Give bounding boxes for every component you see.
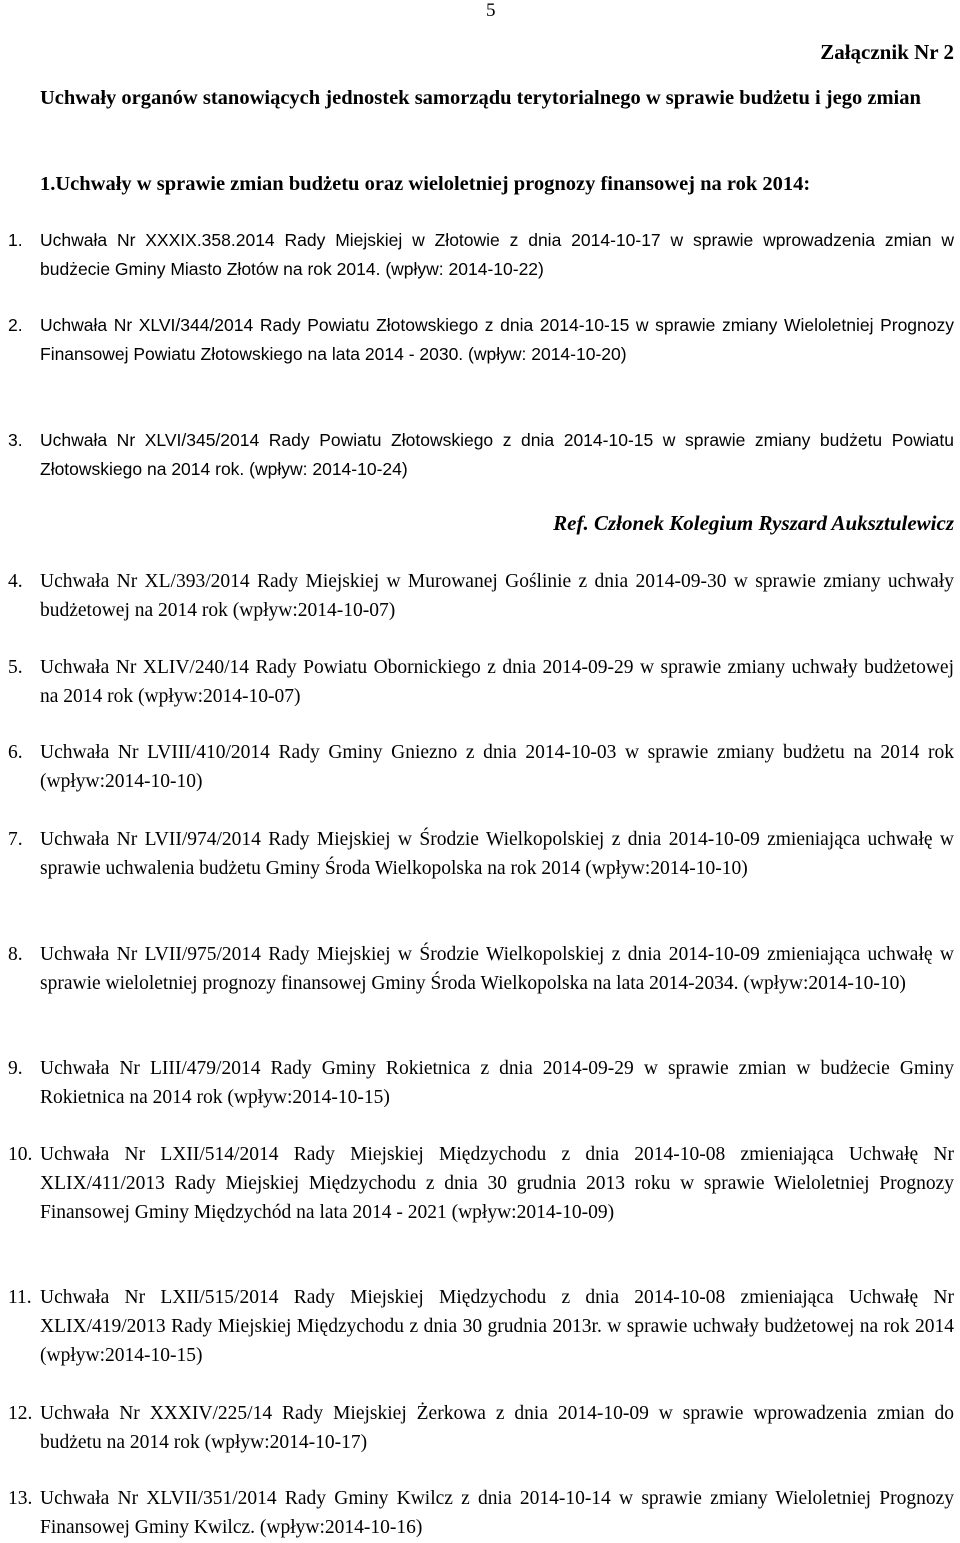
- item-text: [40, 1484, 954, 1542]
- item-text: [40, 1140, 954, 1228]
- item-number: 1.: [8, 230, 23, 250]
- item-number: 9.: [8, 1058, 23, 1079]
- item-text: [40, 653, 954, 711]
- item-body: Uchwała Nr XLVII/351/2014 Rady Gminy Kwilcz z dnia 2014-10-14 w sprawie zmiany Wieloletniej Prognozy Finansowej Gminy Kwilcz. (wpływ:2014-10-16): [40, 1488, 954, 1539]
- item-body: Uchwała Nr LXII/514/2014 Rady Miejskiej Międzychodu z dnia 2014-10-08 zmieniająca Uchwałę Nr XLIX/411/2013 Rady Miejskiej Międzychodu z dnia 30 grudnia 2013 roku w sprawie Wieloletniej Prognozy Finansowej Gminy Międzychód na lata 2014 - 2021 (wpływ:2014-10-09): [40, 1144, 954, 1224]
- list-item: [0, 1399, 956, 1457]
- item-text: [40, 825, 954, 883]
- item-text: [40, 1399, 954, 1457]
- item-text: [40, 1054, 954, 1112]
- list-item: [0, 311, 956, 369]
- annex-label: Załącznik Nr 2: [820, 40, 954, 64]
- item-number: 12.: [8, 1403, 33, 1424]
- list-item: [0, 1283, 956, 1371]
- item-number: 11.: [8, 1287, 32, 1308]
- item-text: [40, 426, 954, 484]
- item-number: 2.: [8, 315, 23, 335]
- item-body: Uchwała Nr LVII/974/2014 Rady Miejskiej w Środzie Wielkopolskiej z dnia 2014-10-09 zmieniająca uchwałę w sprawie uchwalenia budżetu Gminy Środa Wielkopolska na rok 2014 (wpływ:2014-10-10): [40, 829, 954, 880]
- item-body: Uchwała Nr LVII/975/2014 Rady Miejskiej w Środzie Wielkopolskiej z dnia 2014-10-09 zmieniająca uchwałę w sprawie wieloletniej prognozy finansowej Gminy Środa Wielkopolska na lata 2014-2034. (wpływ:2014-10-10): [40, 944, 954, 995]
- reviewer-reference: Ref. Członek Kolegium Ryszard Auksztulewicz: [553, 511, 954, 535]
- item-number: 13.: [8, 1488, 33, 1509]
- list-item: [0, 738, 956, 796]
- item-text: [40, 567, 954, 625]
- item-text: [40, 1283, 954, 1371]
- list-item: [0, 940, 956, 998]
- list-item: [0, 653, 956, 711]
- item-number: 7.: [8, 829, 23, 850]
- item-text: [40, 738, 954, 796]
- list-item: [0, 1054, 956, 1112]
- document-heading: Uchwały organów stanowiących jednostek samorządu terytorialnego w sprawie budżetu i jego zmian: [40, 87, 921, 109]
- section-heading: 1.Uchwały w sprawie zmian budżetu oraz wieloletniej prognozy finansowej na rok 2014:: [40, 173, 811, 195]
- list-item: [0, 426, 956, 484]
- item-body: Uchwała Nr XL/393/2014 Rady Miejskiej w Murowanej Goślinie z dnia 2014-09-30 w sprawie zmiany uchwały budżetowej na 2014 rok (wpływ:2014-10-07): [40, 571, 954, 622]
- list-item: [0, 1140, 956, 1228]
- item-body: Uchwała Nr XLIV/240/14 Rady Powiatu Obornickiego z dnia 2014-09-29 w sprawie zmiany uchwały budżetowej na 2014 rok (wpływ:2014-10-07): [40, 657, 954, 708]
- item-number: 10.: [8, 1144, 33, 1165]
- list-item: [0, 1484, 956, 1542]
- item-body: Uchwała Nr LXII/515/2014 Rady Miejskiej Międzychodu z dnia 2014-10-08 zmieniająca Uchwałę Nr XLIX/419/2013 Rady Miejskiej Międzychodu z dnia 30 grudnia 2013r. w sprawie uchwały budżetowej na rok 2014 (wpływ:2014-10-15): [40, 1287, 954, 1367]
- item-number: 5.: [8, 657, 23, 678]
- item-body: Uchwała Nr XLVI/344/2014 Rady Powiatu Złotowskiego z dnia 2014-10-15 w sprawie zmiany Wieloletniej Prognozy Finansowej Powiatu Złotowskiego na lata 2014 - 2030.: [40, 315, 954, 365]
- item-body: Uchwała Nr XXXIV/225/14 Rady Miejskiej Żerkowa z dnia 2014-10-09 w sprawie wprowadzenia zmian do budżetu na 2014 rok (wpływ:2014-10-17): [40, 1403, 954, 1454]
- page-number: 5: [486, 0, 496, 21]
- item-inflow-date: (wpływ: 2014-10-20): [463, 344, 627, 365]
- item-body: Uchwała Nr XXXIX.358.2014 Rady Miejskiej w Złotowie z dnia 2014-10-17 w sprawie wprowadzenia zmian w budżecie Gminy Miasto Złotów na rok 2014.: [40, 230, 954, 280]
- item-text: [40, 311, 954, 369]
- item-body: Uchwała Nr LIII/479/2014 Rady Gminy Rokietnica z dnia 2014-09-29 w sprawie zmian w budżecie Gminy Rokietnica na 2014 rok (wpływ:2014-10-15): [40, 1058, 954, 1109]
- list-item: [0, 226, 956, 284]
- item-inflow-date: (wpływ: 2014-10-22): [380, 259, 544, 280]
- item-number: 3.: [8, 430, 23, 450]
- list-item: [0, 567, 956, 625]
- item-number: 4.: [8, 571, 23, 592]
- item-number: 6.: [8, 742, 23, 763]
- list-item: [0, 825, 956, 883]
- item-body: Uchwała Nr XLVI/345/2014 Rady Powiatu Złotowskiego z dnia 2014-10-15 w sprawie zmiany budżetu Powiatu Złotowskiego na 2014 rok.: [40, 430, 954, 480]
- item-number: 8.: [8, 944, 23, 965]
- item-text: [40, 940, 954, 998]
- item-body: Uchwała Nr LVIII/410/2014 Rady Gminy Gniezno z dnia 2014-10-03 w sprawie zmiany budżetu na 2014 rok (wpływ:2014-10-10): [40, 742, 954, 793]
- item-inflow-date: (wpływ: 2014-10-24): [244, 459, 408, 480]
- item-text: [40, 226, 954, 284]
